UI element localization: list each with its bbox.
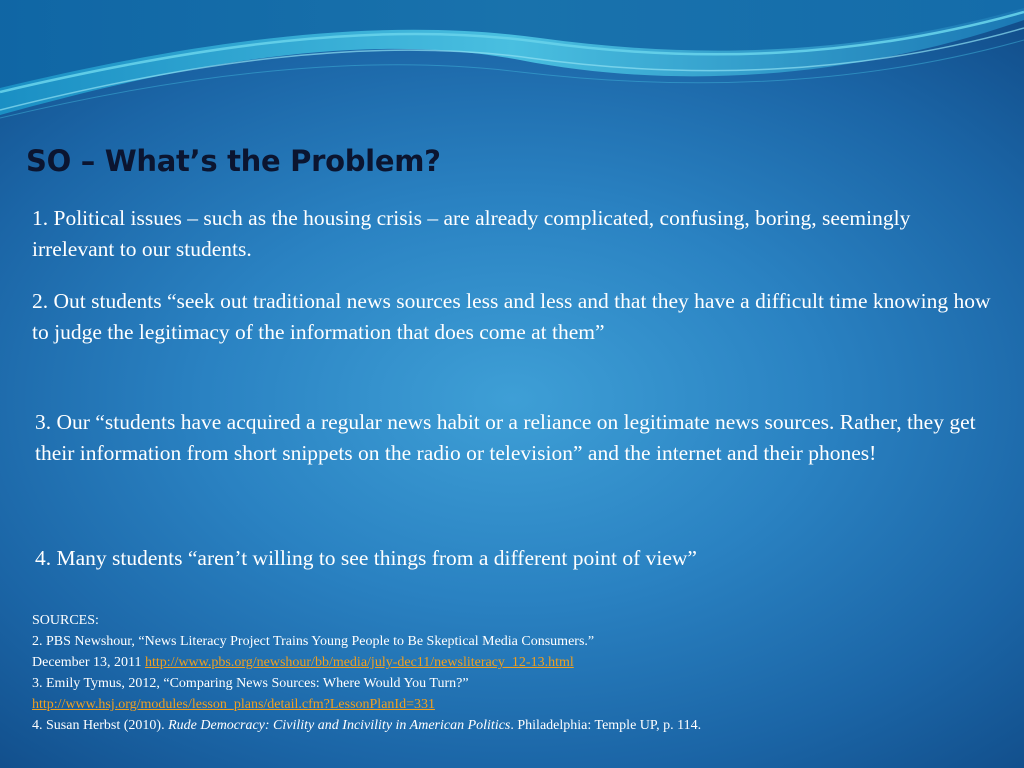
source-4-prefix: 4. Susan Herbst (2010). — [32, 718, 169, 733]
slide-title: SO – What’s the Problem? — [26, 144, 441, 178]
source-3-link-line — [32, 694, 992, 715]
sources-heading: SOURCES: — [32, 613, 99, 628]
source-4-citation — [32, 715, 992, 736]
source-2-citation: 2. PBS Newshour, “News Literacy Project Trains Young People to Be Skeptical Media Consumers.” — [32, 634, 595, 649]
source-3-link[interactable]: http://www.hsj.org/modules/lesson_plans/detail.cfm?LessonPlanId=331 — [32, 697, 435, 712]
point-1: 1. Political issues – such as the housing crisis – are already complicated, confusing, boring, seemingly irrelevant to our students. — [32, 206, 911, 261]
source-2-link[interactable]: http://www.pbs.org/newshour/bb/media/july-dec11/newsliteracy_12-13.html — [145, 655, 574, 670]
source-2-date: December 13, 2011 — [32, 655, 145, 670]
point-2: 2. Out students “seek out traditional news sources less and less and that they have a difficult time knowing how to judge the legitimacy of the information that does come at them” — [32, 289, 991, 344]
source-4-title: Rude Democracy: Civility and Incivility in American Politics — [168, 718, 511, 733]
source-4-suffix: . Philadelphia: Temple UP, p. 114. — [510, 718, 702, 733]
source-3-citation: 3. Emily Tymus, 2012, “Comparing News Sources: Where Would You Turn?” — [32, 676, 469, 691]
point-4: 4. Many students “aren’t willing to see things from a different point of view” — [35, 546, 697, 570]
source-2-date-line — [32, 652, 992, 673]
point-3: 3. Our “students have acquired a regular news habit or a reliance on legitimate news sources. Rather, they get their information from short snippets on the radio or television” and the internet and their phones! — [35, 410, 976, 465]
wave-header-decoration — [0, 0, 1024, 140]
sources-block — [32, 610, 992, 736]
